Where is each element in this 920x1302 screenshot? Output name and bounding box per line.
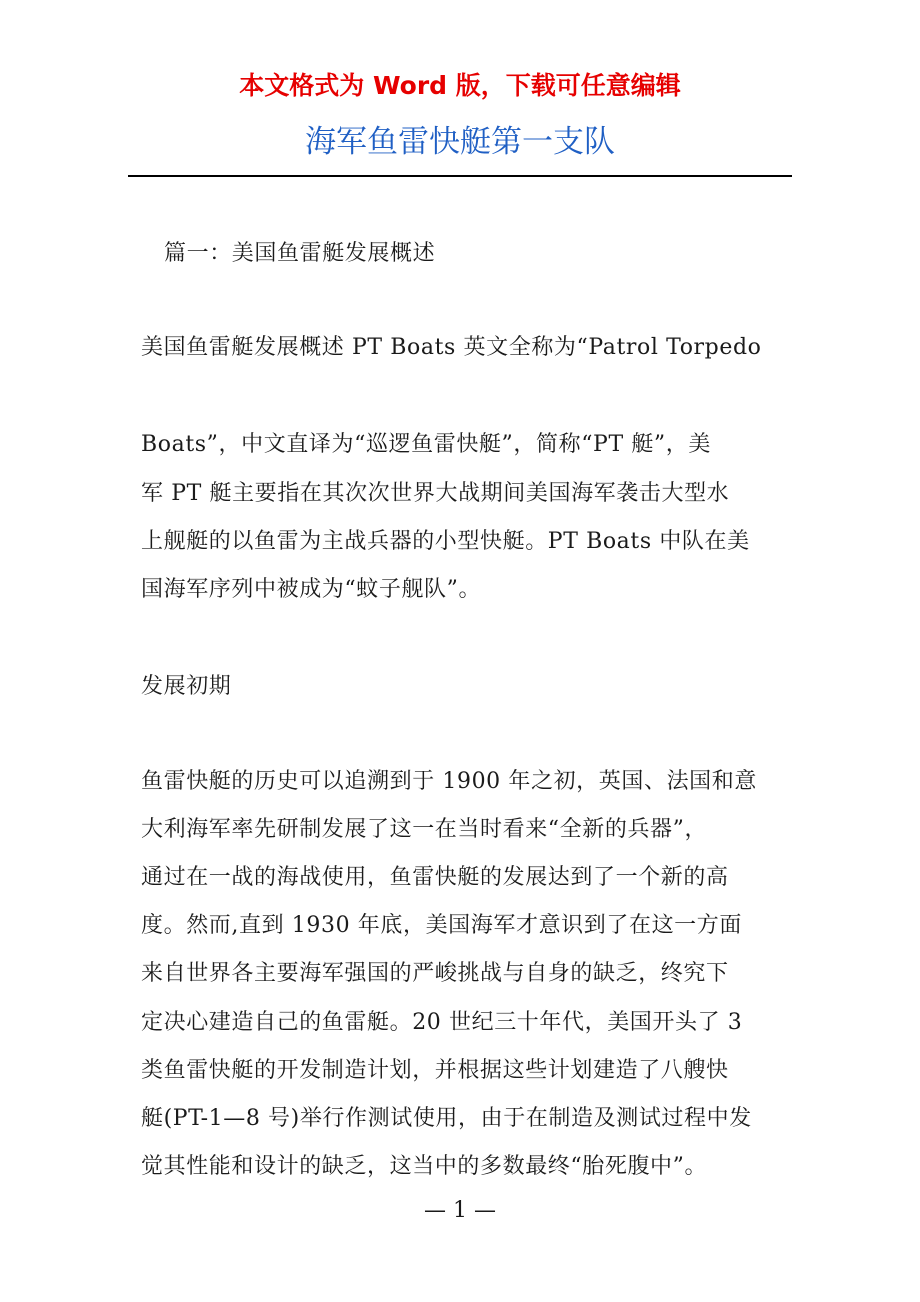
paragraph-line: 类鱼雷快艇的开发制造计划，并根据这些计划建造了八艘快 — [141, 1058, 729, 1083]
paragraph-line: Boats”，中文直译为“巡逻鱼雷快艇”，简称“PT 艇”，美 — [141, 432, 711, 457]
paragraph-line: 上舰艇的以鱼雷为主战兵器的小型快艇。PT Boats 中队在美 — [141, 529, 750, 554]
paragraph-line: 通过在一战的海战使用，鱼雷快艇的发展达到了一个新的高 — [141, 865, 729, 890]
paragraph-line: 度。然而,直到 1930 年底，美国海军才意识到了在这一方面 — [141, 913, 742, 938]
title-divider — [128, 175, 792, 177]
subheading: 发展初期 — [141, 674, 232, 699]
paragraph-line: 定决心建造自己的鱼雷艇。20 世纪三十年代，美国开头了 3 — [141, 1010, 743, 1035]
document-title: 海军鱼雷快艇第一支队 — [305, 124, 615, 160]
paragraph-line: 鱼雷快艇的历史可以追溯到于 1900 年之初，英国、法国和意 — [141, 769, 757, 794]
paragraph-line: 大利海军率先研制发展了这一在当时看来“全新的兵器”， — [141, 817, 708, 842]
paragraph-line: 觉其性能和设计的缺乏，这当中的多数最终“胎死腹中”。 — [141, 1154, 708, 1179]
intro-line: 美国鱼雷艇发展概述 PT Boats 英文全称为“Patrol Torpedo — [141, 335, 762, 360]
paragraph-line: 来自世界各主要海军强国的严峻挑战与自身的缺乏，终究下 — [141, 961, 729, 986]
paragraph-line: 国海军序列中被成为“蚊子舰队”。 — [141, 577, 482, 602]
paragraph-line: 军 PT 艇主要指在其次次世界大战期间美国海军袭击大型水 — [141, 481, 730, 506]
paragraph-line: 艇(PT-1—8 号)举行作测试使用，由于在制造及测试过程中发 — [141, 1106, 752, 1131]
section-heading: 篇一：美国鱼雷艇发展概述 — [164, 241, 436, 266]
download-banner: 本文格式为 Word 版，下载可任意编辑 — [239, 71, 681, 100]
page-number: — 1 — — [424, 1198, 496, 1223]
